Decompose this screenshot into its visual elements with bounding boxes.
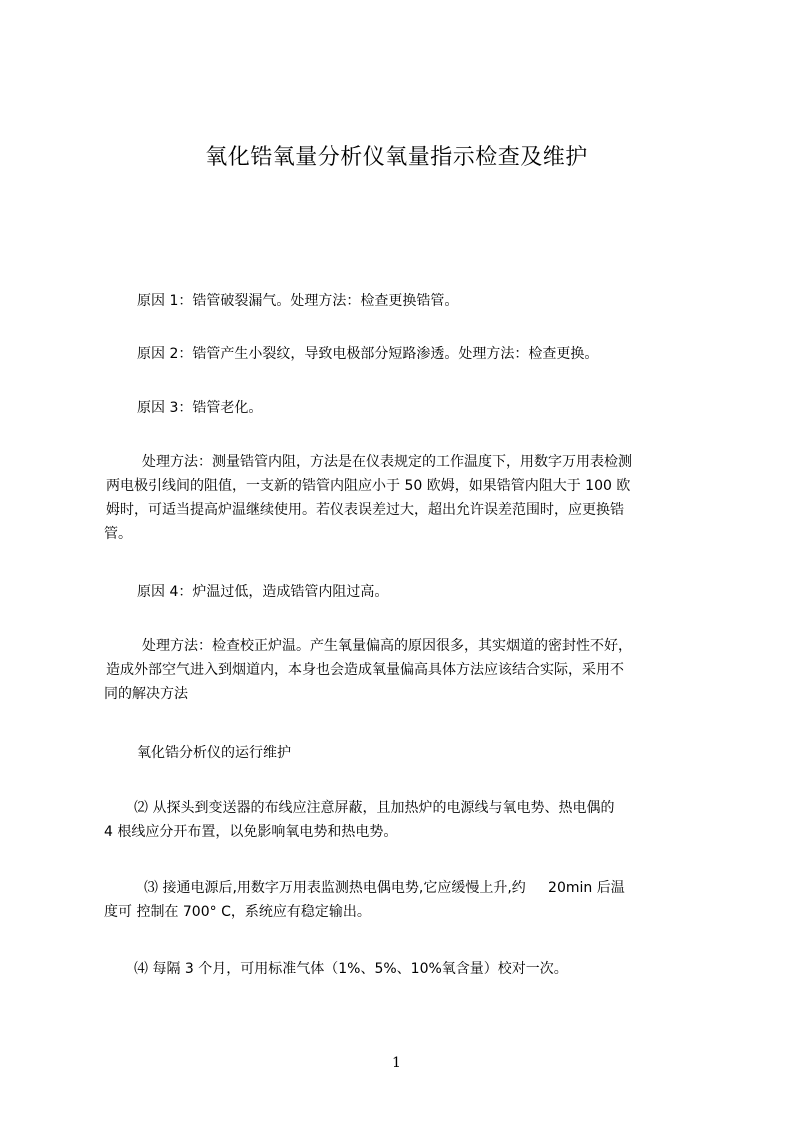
method-3-line-1: 处理方法：测量锆管内阻，方法是在仪表规定的工作温度下，用数字万用表检测: [142, 454, 632, 470]
item-3-line-2: 度可 控制在 700° C，系统应有稳定输出。: [104, 904, 371, 920]
item-4-text: ⑷ 每隔 3 个月，可用标准气体（1%、5%、10%氧含量）校对一次。: [134, 961, 568, 977]
method-4-line-3: 同的解决方法: [104, 686, 188, 702]
reason-4-paragraph: [104, 580, 704, 604]
item-3-line-1: ⑶ 接通电源后,用数字万用表监测热电偶电势,它应缓慢上升,约 20min 后温: [144, 880, 625, 896]
item-3-paragraph: [104, 876, 704, 924]
reason-3-paragraph: [104, 396, 704, 420]
section-heading: 氧化锆分析仪的运行维护: [137, 745, 291, 761]
page-title: 氧化锆氧量分析仪氧量指示检查及维护: [205, 145, 588, 170]
reason-3-text: 原因 3：锆管老化。: [137, 400, 263, 416]
method-3-line-4: 管。: [104, 526, 132, 542]
reason-2-paragraph: [104, 342, 704, 366]
method-4-paragraph: [104, 634, 704, 706]
reason-1-text: 原因 1：锆管破裂漏气。处理方法：检查更换锆管。: [137, 293, 459, 309]
reason-2-text: 原因 2：锆管产生小裂纹，导致电极部分短路渗透。处理方法：检查更换。: [137, 346, 599, 362]
method-4-line-1: 处理方法：检查校正炉温。产生氧量偏高的原因很多，其实烟道的密封性不好，: [142, 638, 632, 654]
reason-4-text: 原因 4：炉温过低，造成锆管内阻过高。: [137, 584, 389, 600]
item-2-line-2: 4 根线应分开布置，以免影响氧电势和热电势。: [104, 824, 398, 840]
method-3-line-2: 两电极引线间的阻值，一支新的锆管内阻应小于 50 欧姆，如果锆管内阻大于 100 欧: [106, 478, 631, 494]
item-4-paragraph: [104, 957, 704, 981]
item-2-line-1: ⑵ 从探头到变送器的布线应注意屏蔽，且加热炉的电源线与氧电势、热电偶的: [134, 800, 615, 816]
reason-1-paragraph: [104, 289, 704, 313]
section-heading-block: [104, 741, 704, 765]
method-3-paragraph: [104, 450, 704, 546]
page-number: 1: [392, 1055, 401, 1071]
item-2-paragraph: [104, 796, 704, 844]
method-3-line-3: 姆时，可适当提高炉温继续使用。若仪表误差过大，超出允许误差范围时，应更换锆: [106, 502, 624, 518]
method-4-line-2: 造成外部空气进入到烟道内，本身也会造成氧量偏高具体方法应该结合实际，采用不: [106, 662, 624, 678]
